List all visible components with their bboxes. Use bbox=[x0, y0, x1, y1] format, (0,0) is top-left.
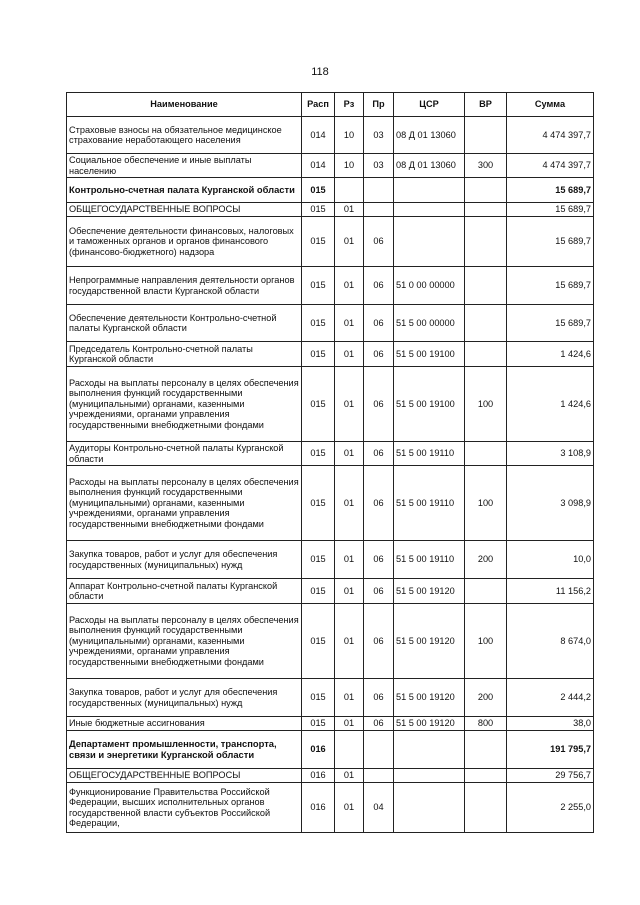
cell-name: Расходы на выплаты персоналу в целях обеспечения выполнения функций государственными (муниципальными) органами, казенными учреждениями, органами управления государственными внебюджетными фондами bbox=[67, 466, 302, 541]
cell-pr bbox=[364, 203, 394, 217]
table-row bbox=[67, 466, 594, 541]
cell-rasp: 015 bbox=[302, 717, 335, 731]
cell-rasp: 015 bbox=[302, 367, 335, 442]
cell-csr: 51 5 00 19120 bbox=[394, 604, 465, 679]
cell-rz: 01 bbox=[335, 604, 364, 679]
cell-name: Закупка товаров, работ и услуг для обеспечения государственных (муниципальных) нужд bbox=[67, 679, 302, 717]
cell-name: ОБЩЕГОСУДАРСТВЕННЫЕ ВОПРОСЫ bbox=[67, 203, 302, 217]
cell-name: Закупка товаров, работ и услуг для обеспечения государственных (муниципальных) нужд bbox=[67, 541, 302, 579]
cell-name: ОБЩЕГОСУДАРСТВЕННЫЕ ВОПРОСЫ bbox=[67, 769, 302, 783]
cell-sum: 3 098,9 bbox=[507, 466, 594, 541]
cell-csr bbox=[394, 178, 465, 203]
cell-sum: 1 424,6 bbox=[507, 367, 594, 442]
cell-vr bbox=[465, 783, 507, 833]
cell-rz: 01 bbox=[335, 442, 364, 466]
cell-rasp: 015 bbox=[302, 679, 335, 717]
cell-pr: 06 bbox=[364, 604, 394, 679]
cell-pr: 06 bbox=[364, 717, 394, 731]
cell-csr: 51 5 00 19100 bbox=[394, 342, 465, 367]
cell-rasp: 016 bbox=[302, 731, 335, 769]
cell-vr bbox=[465, 731, 507, 769]
cell-pr: 03 bbox=[364, 117, 394, 154]
cell-pr: 06 bbox=[364, 342, 394, 367]
cell-rasp: 015 bbox=[302, 305, 335, 342]
cell-sum: 15 689,7 bbox=[507, 305, 594, 342]
cell-name: Социальное обеспечение и иные выплаты населению bbox=[67, 154, 302, 178]
cell-vr bbox=[465, 117, 507, 154]
table-row bbox=[67, 367, 594, 442]
table-row bbox=[67, 203, 594, 217]
cell-rasp: 015 bbox=[302, 178, 335, 203]
cell-name: Обеспечение деятельности финансовых, налоговых и таможенных органов и органов финансового (финансово-бюджетного) надзора bbox=[67, 217, 302, 267]
cell-vr bbox=[465, 442, 507, 466]
cell-rz: 01 bbox=[335, 267, 364, 305]
table-row bbox=[67, 541, 594, 579]
cell-pr: 03 bbox=[364, 154, 394, 178]
table-row bbox=[67, 117, 594, 154]
cell-name: Иные бюджетные ассигнования bbox=[67, 717, 302, 731]
cell-rasp: 015 bbox=[302, 604, 335, 679]
cell-vr bbox=[465, 579, 507, 604]
cell-vr: 200 bbox=[465, 679, 507, 717]
cell-rasp: 015 bbox=[302, 267, 335, 305]
header-name: Наименование bbox=[67, 93, 302, 117]
cell-vr bbox=[465, 178, 507, 203]
cell-sum: 3 108,9 bbox=[507, 442, 594, 466]
cell-pr bbox=[364, 731, 394, 769]
cell-name: Непрограммные направления деятельности органов государственной власти Курганской области bbox=[67, 267, 302, 305]
cell-sum: 191 795,7 bbox=[507, 731, 594, 769]
cell-vr bbox=[465, 769, 507, 783]
cell-sum: 15 689,7 bbox=[507, 267, 594, 305]
cell-pr bbox=[364, 178, 394, 203]
cell-rasp: 016 bbox=[302, 769, 335, 783]
cell-sum: 15 689,7 bbox=[507, 217, 594, 267]
cell-sum: 2 255,0 bbox=[507, 783, 594, 833]
cell-vr: 100 bbox=[465, 604, 507, 679]
cell-sum: 29 756,7 bbox=[507, 769, 594, 783]
cell-vr bbox=[465, 267, 507, 305]
cell-sum: 11 156,2 bbox=[507, 579, 594, 604]
cell-rasp: 015 bbox=[302, 342, 335, 367]
table-row bbox=[67, 342, 594, 367]
cell-vr bbox=[465, 342, 507, 367]
cell-rz: 01 bbox=[335, 203, 364, 217]
cell-name: Расходы на выплаты персоналу в целях обеспечения выполнения функций государственными (муниципальными) органами, казенными учреждениями, органами управления государственными внебюджетными фондами bbox=[67, 367, 302, 442]
cell-pr bbox=[364, 769, 394, 783]
cell-csr bbox=[394, 731, 465, 769]
cell-vr: 100 bbox=[465, 367, 507, 442]
cell-rasp: 014 bbox=[302, 117, 335, 154]
cell-pr: 06 bbox=[364, 541, 394, 579]
cell-rz: 10 bbox=[335, 117, 364, 154]
cell-pr: 06 bbox=[364, 367, 394, 442]
table-row bbox=[67, 731, 594, 769]
cell-rz: 01 bbox=[335, 342, 364, 367]
cell-vr: 200 bbox=[465, 541, 507, 579]
header-csr: ЦСР bbox=[394, 93, 465, 117]
cell-vr bbox=[465, 217, 507, 267]
cell-name: Контрольно-счетная палата Курганской области bbox=[67, 178, 302, 203]
cell-sum: 4 474 397,7 bbox=[507, 154, 594, 178]
cell-csr: 51 5 00 00000 bbox=[394, 305, 465, 342]
cell-rz: 01 bbox=[335, 305, 364, 342]
cell-pr: 06 bbox=[364, 466, 394, 541]
cell-name: Департамент промышленности, транспорта, связи и энергетики Курганской области bbox=[67, 731, 302, 769]
cell-rasp: 015 bbox=[302, 442, 335, 466]
table-row bbox=[67, 178, 594, 203]
cell-sum: 15 689,7 bbox=[507, 203, 594, 217]
cell-rz: 01 bbox=[335, 217, 364, 267]
cell-pr: 06 bbox=[364, 579, 394, 604]
table-row bbox=[67, 679, 594, 717]
cell-csr: 51 0 00 00000 bbox=[394, 267, 465, 305]
cell-sum: 38,0 bbox=[507, 717, 594, 731]
cell-rz: 01 bbox=[335, 783, 364, 833]
cell-name: Аппарат Контрольно-счетной палаты Курганской области bbox=[67, 579, 302, 604]
cell-vr bbox=[465, 305, 507, 342]
header-sum: Сумма bbox=[507, 93, 594, 117]
cell-rz bbox=[335, 178, 364, 203]
table-row bbox=[67, 579, 594, 604]
table-row bbox=[67, 717, 594, 731]
cell-rasp: 015 bbox=[302, 541, 335, 579]
cell-rz: 01 bbox=[335, 541, 364, 579]
cell-pr: 06 bbox=[364, 442, 394, 466]
table-row bbox=[67, 783, 594, 833]
cell-rasp: 015 bbox=[302, 579, 335, 604]
cell-rasp: 014 bbox=[302, 154, 335, 178]
header-rasp: Расп bbox=[302, 93, 335, 117]
cell-csr: 51 5 00 19110 bbox=[394, 442, 465, 466]
header-vr: ВР bbox=[465, 93, 507, 117]
cell-vr bbox=[465, 203, 507, 217]
cell-rz bbox=[335, 731, 364, 769]
cell-csr bbox=[394, 769, 465, 783]
table-row bbox=[67, 604, 594, 679]
cell-pr: 06 bbox=[364, 305, 394, 342]
cell-rasp: 016 bbox=[302, 783, 335, 833]
cell-rz: 01 bbox=[335, 717, 364, 731]
cell-sum: 10,0 bbox=[507, 541, 594, 579]
cell-csr bbox=[394, 783, 465, 833]
cell-pr: 06 bbox=[364, 217, 394, 267]
cell-rz: 01 bbox=[335, 769, 364, 783]
cell-sum: 4 474 397,7 bbox=[507, 117, 594, 154]
table-body bbox=[67, 117, 594, 833]
cell-name: Расходы на выплаты персоналу в целях обеспечения выполнения функций государственными (муниципальными) органами, казенными учреждениями, органами управления государственными внебюджетными фондами bbox=[67, 604, 302, 679]
cell-sum: 8 674,0 bbox=[507, 604, 594, 679]
cell-csr: 51 5 00 19120 bbox=[394, 579, 465, 604]
cell-csr: 51 5 00 19100 bbox=[394, 367, 465, 442]
header-pr: Пр bbox=[364, 93, 394, 117]
cell-rasp: 015 bbox=[302, 203, 335, 217]
cell-csr: 51 5 00 19110 bbox=[394, 541, 465, 579]
cell-rasp: 015 bbox=[302, 217, 335, 267]
table-header-row bbox=[67, 93, 594, 117]
cell-name: Функционирование Правительства Российской Федерации, высших исполнительных органов государственной власти субъектов Российской Федерации, bbox=[67, 783, 302, 833]
cell-name: Страховые взносы на обязательное медицинское страхование неработающего населения bbox=[67, 117, 302, 154]
header-rz: Рз bbox=[335, 93, 364, 117]
cell-pr: 06 bbox=[364, 679, 394, 717]
cell-name: Председатель Контрольно-счетной палаты Курганской области bbox=[67, 342, 302, 367]
budget-table bbox=[66, 92, 594, 833]
table-row bbox=[67, 442, 594, 466]
cell-vr: 100 bbox=[465, 466, 507, 541]
cell-sum: 1 424,6 bbox=[507, 342, 594, 367]
cell-name: Обеспечение деятельности Контрольно-счетной палаты Курганской области bbox=[67, 305, 302, 342]
table-row bbox=[67, 769, 594, 783]
cell-pr: 06 bbox=[364, 267, 394, 305]
cell-rz: 01 bbox=[335, 579, 364, 604]
cell-rz: 01 bbox=[335, 679, 364, 717]
cell-pr: 04 bbox=[364, 783, 394, 833]
table-row bbox=[67, 267, 594, 305]
cell-rasp: 015 bbox=[302, 466, 335, 541]
cell-rz: 01 bbox=[335, 466, 364, 541]
cell-csr: 51 5 00 19120 bbox=[394, 717, 465, 731]
cell-vr: 300 bbox=[465, 154, 507, 178]
cell-csr: 08 Д 01 13060 bbox=[394, 117, 465, 154]
cell-sum: 15 689,7 bbox=[507, 178, 594, 203]
table-row bbox=[67, 305, 594, 342]
cell-csr bbox=[394, 217, 465, 267]
cell-csr: 51 5 00 19110 bbox=[394, 466, 465, 541]
cell-rz: 10 bbox=[335, 154, 364, 178]
table-row bbox=[67, 154, 594, 178]
cell-csr bbox=[394, 203, 465, 217]
cell-name: Аудиторы Контрольно-счетной палаты Курганской области bbox=[67, 442, 302, 466]
cell-rz: 01 bbox=[335, 367, 364, 442]
cell-csr: 08 Д 01 13060 bbox=[394, 154, 465, 178]
cell-csr: 51 5 00 19120 bbox=[394, 679, 465, 717]
cell-sum: 2 444,2 bbox=[507, 679, 594, 717]
cell-vr: 800 bbox=[465, 717, 507, 731]
page-number: 118 bbox=[311, 66, 329, 78]
table-row bbox=[67, 217, 594, 267]
